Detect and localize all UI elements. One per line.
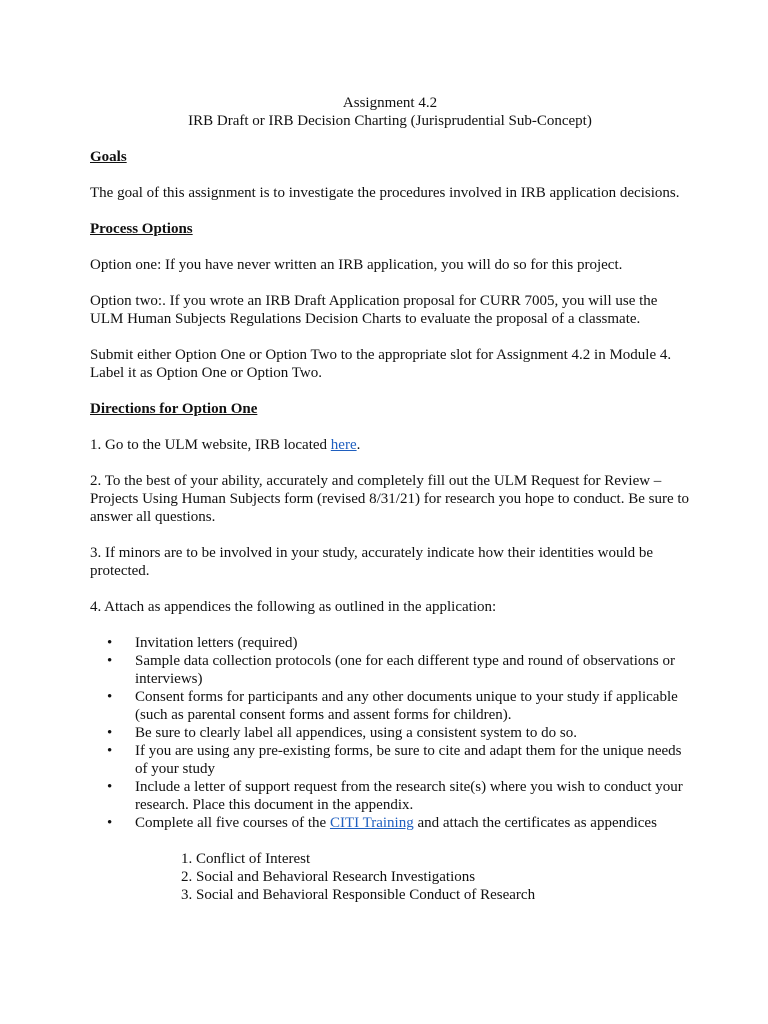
step-1-end: . (356, 437, 361, 453)
option-two-text: Option two:. If you wrote an IRB Draft Application proposal for CURR 7005, you will use the ULM Human Subjects Regulations Decision Charts to evaluate the proposal of a classmate. (90, 293, 658, 327)
citi-text: Complete all five courses of the (135, 815, 330, 831)
goals-heading: Goals (90, 149, 127, 165)
submit-text: Submit either Option One or Option Two to the appropriate slot for Assignment 4.2 in Module 4. Label it as Option One or Option Two. (90, 347, 672, 381)
appendices-list (90, 634, 690, 832)
option-one-text: Option one: If you have never written an IRB application, you will do so for this project. (90, 257, 623, 273)
directions-heading: Directions for Option One (90, 401, 258, 417)
process-options-heading: Process Options (90, 221, 193, 237)
course-item: 2. Social and Behavioral Research Investigations (196, 868, 690, 886)
citi-courses-list (90, 850, 690, 904)
step-3: 3. If minors are to be involved in your study, accurately indicate how their identities would be protected. (90, 545, 654, 579)
citi-training-link[interactable]: CITI Training (329, 815, 414, 831)
irb-here-link[interactable]: here (330, 437, 357, 453)
list-item: • Sample data collection protocols (one for each different type and round of observations or interviews) (135, 652, 690, 688)
list-item-citi (135, 814, 690, 832)
course-item: 1. Conflict of Interest (196, 850, 690, 868)
step-1-text: 1. Go to the ULM website, IRB located (90, 437, 331, 453)
list-item: • Consent forms for participants and any other documents unique to your study if applicable (such as parental consent forms and assent forms for children). (135, 688, 690, 724)
step-2: 2. To the best of your ability, accurately and completely fill out the ULM Request for Review – Projects Using Human Subjects form (revised 8/31/21) for research you hope to conduct. Be sure to answer all questions. (90, 473, 690, 525)
citi-text-end: and attach the certificates as appendices (413, 815, 657, 831)
step-4: 4. Attach as appendices the following as outlined in the application: (90, 599, 497, 615)
assignment-subtitle: IRB Draft or IRB Decision Charting (Jurisprudential Sub-Concept) (188, 113, 592, 129)
list-item: • Be sure to clearly label all appendices, using a consistent system to do so. (135, 724, 690, 742)
list-item: • Include a letter of support request from the research site(s) where you wish to conduct your research. Place this document in the appendix. (135, 778, 690, 814)
document-page (90, 94, 690, 904)
assignment-title: Assignment 4.2 (342, 95, 438, 111)
list-item: • Invitation letters (required) (135, 634, 690, 652)
course-item: 3. Social and Behavioral Responsible Conduct of Research (196, 886, 690, 904)
step-1 (90, 436, 690, 454)
goals-text: The goal of this assignment is to investigate the procedures involved in IRB application decisions. (90, 185, 680, 201)
list-item: • If you are using any pre-existing forms, be sure to cite and adapt them for the unique needs of your study (135, 742, 690, 778)
